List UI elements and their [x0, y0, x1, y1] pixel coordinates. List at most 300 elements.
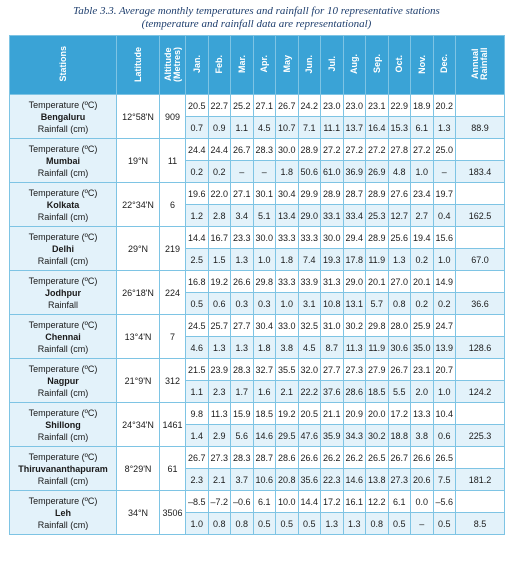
- temperature-label: Temperature (ºC): [28, 231, 98, 242]
- annual-empty: [456, 359, 505, 381]
- rainfall-value: 1.2: [186, 205, 209, 227]
- latitude-cell: 34°N: [117, 491, 160, 535]
- header-month: Aug.: [343, 36, 366, 95]
- rainfall-value: 13.1: [343, 293, 366, 315]
- temperature-value: 24.5: [186, 315, 209, 337]
- header-stations: Stations: [10, 36, 117, 95]
- temperature-value: 33.3: [276, 227, 299, 249]
- caption-note: (temperature and rainfall data are representational): [141, 18, 372, 30]
- rainfall-value: 37.6: [321, 381, 344, 403]
- temperature-value: 28.6: [276, 447, 299, 469]
- rainfall-value: 2.5: [186, 249, 209, 271]
- temperature-value: 19.2: [208, 271, 231, 293]
- rainfall-value: 0.5: [298, 513, 321, 535]
- altitude-cell: 7: [160, 315, 186, 359]
- climate-table: [9, 35, 505, 535]
- header-month: Jan.: [186, 36, 209, 95]
- rainfall-label: Rainfall (cm): [37, 387, 89, 398]
- latitude-cell: 29°N: [117, 227, 160, 271]
- annual-empty: [456, 491, 505, 513]
- temperature-value: –0.6: [231, 491, 254, 513]
- rainfall-value: –: [411, 513, 434, 535]
- rainfall-value: 2.8: [208, 205, 231, 227]
- rainfall-value: 0.2: [208, 161, 231, 183]
- rainfall-value: 30.2: [366, 425, 389, 447]
- temperature-label: Temperature (ºC): [28, 451, 98, 462]
- station-temperature-row: [10, 271, 505, 293]
- rainfall-value: 0.5: [276, 513, 299, 535]
- rainfall-value: 3.4: [231, 205, 254, 227]
- rainfall-value: 5.1: [253, 205, 276, 227]
- station-name: Bengaluru: [40, 111, 86, 122]
- station-name: Delhi: [51, 243, 74, 254]
- rainfall-value: 2.3: [208, 381, 231, 403]
- temperature-value: 14.4: [186, 227, 209, 249]
- rainfall-value: 1.4: [186, 425, 209, 447]
- header-month: Apr.: [253, 36, 276, 95]
- temperature-value: 28.9: [366, 183, 389, 205]
- temperature-value: 0.0: [411, 491, 434, 513]
- rainfall-value: 16.4: [366, 117, 389, 139]
- rainfall-value: 3.8: [411, 425, 434, 447]
- temperature-value: 26.7: [186, 447, 209, 469]
- header-month: Nov.: [411, 36, 434, 95]
- temperature-value: 28.0: [388, 315, 411, 337]
- temperature-value: 26.7: [388, 359, 411, 381]
- temperature-value: 11.3: [208, 403, 231, 425]
- temperature-value: 20.1: [411, 271, 434, 293]
- temperature-label: Temperature (ºC): [28, 363, 98, 374]
- rainfall-value: 10.6: [253, 469, 276, 491]
- rainfall-value: 11.1: [321, 117, 344, 139]
- rainfall-value: 1.3: [231, 249, 254, 271]
- temperature-value: 30.2: [343, 315, 366, 337]
- temperature-value: –5.6: [433, 491, 456, 513]
- rainfall-value: 1.0: [276, 293, 299, 315]
- rainfall-value: 1.0: [253, 249, 276, 271]
- rainfall-value: 34.3: [343, 425, 366, 447]
- temperature-value: 23.0: [321, 95, 344, 117]
- rainfall-value: 1.3: [388, 249, 411, 271]
- latitude-cell: 22°34'N: [117, 183, 160, 227]
- station-cell: [10, 227, 117, 271]
- temperature-value: –8.5: [186, 491, 209, 513]
- temperature-label: Temperature (ºC): [28, 319, 98, 330]
- rainfall-label: Rainfall (cm): [37, 123, 89, 134]
- rainfall-value: 33.4: [343, 205, 366, 227]
- rainfall-value: 18.8: [388, 425, 411, 447]
- rainfall-value: 17.8: [343, 249, 366, 271]
- rainfall-value: –: [253, 161, 276, 183]
- rainfall-label: Rainfall (cm): [37, 431, 89, 442]
- station-name: Leh: [54, 507, 71, 518]
- temperature-value: 18.9: [411, 95, 434, 117]
- header-month: Feb.: [208, 36, 231, 95]
- temperature-value: 33.9: [298, 271, 321, 293]
- rainfall-value: 0.4: [433, 205, 456, 227]
- rainfall-value: 0.3: [253, 293, 276, 315]
- temperature-value: 26.5: [366, 447, 389, 469]
- rainfall-value: 0.8: [366, 513, 389, 535]
- temperature-value: 16.7: [208, 227, 231, 249]
- temperature-value: 30.1: [253, 183, 276, 205]
- station-cell: [10, 315, 117, 359]
- temperature-value: 24.7: [433, 315, 456, 337]
- temperature-value: 23.4: [411, 183, 434, 205]
- rainfall-value: 12.7: [388, 205, 411, 227]
- annual-rainfall-value: 162.5: [456, 205, 505, 227]
- temperature-value: 27.3: [208, 447, 231, 469]
- altitude-cell: 6: [160, 183, 186, 227]
- temperature-value: 26.2: [321, 447, 344, 469]
- rainfall-value: 0.7: [186, 117, 209, 139]
- temperature-value: 24.4: [208, 139, 231, 161]
- temperature-value: 25.7: [208, 315, 231, 337]
- rainfall-value: –: [433, 161, 456, 183]
- temperature-value: 27.1: [231, 183, 254, 205]
- temperature-value: 26.6: [411, 447, 434, 469]
- rainfall-value: 1.0: [411, 161, 434, 183]
- rainfall-value: 4.8: [388, 161, 411, 183]
- station-temperature-row: [10, 359, 505, 381]
- rainfall-value: –: [231, 161, 254, 183]
- rainfall-value: 47.6: [298, 425, 321, 447]
- rainfall-value: 18.5: [366, 381, 389, 403]
- rainfall-value: 1.8: [276, 249, 299, 271]
- rainfall-value: 11.9: [366, 337, 389, 359]
- station-cell: [10, 491, 117, 535]
- rainfall-value: 29.5: [276, 425, 299, 447]
- rainfall-value: 1.3: [231, 337, 254, 359]
- rainfall-value: 0.3: [231, 293, 254, 315]
- rainfall-value: 0.6: [433, 425, 456, 447]
- header-month: Jun.: [298, 36, 321, 95]
- temperature-value: 23.1: [411, 359, 434, 381]
- station-temperature-row: [10, 183, 505, 205]
- temperature-value: –7.2: [208, 491, 231, 513]
- rainfall-label: Rainfall (cm): [37, 167, 89, 178]
- temperature-value: 10.4: [433, 403, 456, 425]
- temperature-value: 19.4: [411, 227, 434, 249]
- rainfall-value: 8.7: [321, 337, 344, 359]
- rainfall-value: 10.8: [321, 293, 344, 315]
- annual-rainfall-value: 124.2: [456, 381, 505, 403]
- rainfall-value: 1.0: [186, 513, 209, 535]
- annual-empty: [456, 183, 505, 205]
- rainfall-value: 61.0: [321, 161, 344, 183]
- rainfall-value: 1.1: [231, 117, 254, 139]
- rainfall-value: 2.3: [186, 469, 209, 491]
- station-cell: [10, 359, 117, 403]
- temperature-value: 26.2: [343, 447, 366, 469]
- temperature-value: 33.0: [276, 315, 299, 337]
- temperature-label: Temperature (ºC): [28, 495, 98, 506]
- altitude-cell: 3506: [160, 491, 186, 535]
- rainfall-value: 13.9: [433, 337, 456, 359]
- temperature-value: 26.6: [298, 447, 321, 469]
- temperature-value: 27.6: [388, 183, 411, 205]
- annual-empty: [456, 447, 505, 469]
- station-cell: [10, 139, 117, 183]
- station-name: Thiruvananthapuram: [18, 463, 108, 474]
- temperature-value: 24.4: [186, 139, 209, 161]
- temperature-value: 28.9: [321, 183, 344, 205]
- annual-empty: [456, 403, 505, 425]
- rainfall-label: Rainfall (cm): [37, 519, 89, 530]
- station-temperature-row: [10, 491, 505, 513]
- station-name: Shillong: [45, 419, 81, 430]
- latitude-cell: 19°N: [117, 139, 160, 183]
- temperature-value: 27.3: [343, 359, 366, 381]
- temperature-value: 25.9: [411, 315, 434, 337]
- temperature-value: 28.7: [253, 447, 276, 469]
- header-annual-rainfall: Annual Rainfall: [456, 36, 505, 95]
- temperature-value: 29.0: [343, 271, 366, 293]
- rainfall-value: 2.0: [411, 381, 434, 403]
- rainfall-label: Rainfall (cm): [37, 211, 89, 222]
- temperature-value: 32.5: [298, 315, 321, 337]
- temperature-value: 21.5: [186, 359, 209, 381]
- temperature-value: 28.7: [343, 183, 366, 205]
- rainfall-value: 1.3: [208, 337, 231, 359]
- temperature-value: 30.0: [253, 227, 276, 249]
- caption-title: Table 3.3. Average monthly temperatures and rainfall for 10 representative stations: [73, 5, 440, 17]
- rainfall-value: 0.5: [186, 293, 209, 315]
- rainfall-value: 14.6: [343, 469, 366, 491]
- station-temperature-row: [10, 139, 505, 161]
- altitude-cell: 1461: [160, 403, 186, 447]
- temperature-value: 26.7: [276, 95, 299, 117]
- latitude-cell: 26°18'N: [117, 271, 160, 315]
- rainfall-value: 14.6: [253, 425, 276, 447]
- rainfall-value: 7.4: [298, 249, 321, 271]
- rainfall-value: 0.5: [433, 513, 456, 535]
- station-temperature-row: [10, 315, 505, 337]
- rainfall-value: 1.3: [321, 513, 344, 535]
- temperature-value: 31.0: [321, 315, 344, 337]
- rainfall-value: 30.6: [388, 337, 411, 359]
- station-cell: [10, 271, 117, 315]
- annual-rainfall-value: 67.0: [456, 249, 505, 271]
- temperature-value: 30.0: [276, 139, 299, 161]
- rainfall-value: 0.9: [208, 117, 231, 139]
- temperature-value: 21.1: [321, 403, 344, 425]
- rainfall-value: 3.1: [298, 293, 321, 315]
- rainfall-value: 35.0: [411, 337, 434, 359]
- annual-empty: [456, 227, 505, 249]
- rainfall-value: 20.6: [411, 469, 434, 491]
- annual-rainfall-value: 8.5: [456, 513, 505, 535]
- altitude-cell: 11: [160, 139, 186, 183]
- rainfall-value: 11.3: [343, 337, 366, 359]
- rainfall-value: 13.4: [276, 205, 299, 227]
- rainfall-value: 4.5: [298, 337, 321, 359]
- rainfall-value: 22.2: [298, 381, 321, 403]
- temperature-value: 14.9: [433, 271, 456, 293]
- station-name: Chennai: [45, 331, 81, 342]
- header-latitude: Latitude: [117, 36, 160, 95]
- temperature-value: 27.2: [343, 139, 366, 161]
- temperature-value: 27.2: [321, 139, 344, 161]
- temperature-value: 30.4: [276, 183, 299, 205]
- table-caption: [0, 0, 513, 30]
- rainfall-value: 4.6: [186, 337, 209, 359]
- temperature-value: 20.7: [433, 359, 456, 381]
- temperature-value: 12.2: [366, 491, 389, 513]
- rainfall-value: 4.5: [253, 117, 276, 139]
- station-name: Nagpur: [47, 375, 79, 386]
- temperature-value: 31.3: [321, 271, 344, 293]
- temperature-value: 32.0: [298, 359, 321, 381]
- rainfall-value: 3.7: [231, 469, 254, 491]
- rainfall-value: 26.9: [366, 161, 389, 183]
- rainfall-value: 5.7: [366, 293, 389, 315]
- rainfall-value: 10.7: [276, 117, 299, 139]
- temperature-value: 29.9: [298, 183, 321, 205]
- temperature-value: 23.1: [366, 95, 389, 117]
- annual-rainfall-value: 88.9: [456, 117, 505, 139]
- temperature-value: 6.1: [388, 491, 411, 513]
- rainfall-value: 19.3: [321, 249, 344, 271]
- temperature-value: 6.1: [253, 491, 276, 513]
- annual-empty: [456, 95, 505, 117]
- temperature-value: 27.7: [321, 359, 344, 381]
- temperature-value: 26.5: [433, 447, 456, 469]
- temperature-value: 25.2: [231, 95, 254, 117]
- temperature-value: 27.7: [231, 315, 254, 337]
- temperature-label: Temperature (ºC): [28, 99, 98, 110]
- latitude-cell: 13°4'N: [117, 315, 160, 359]
- annual-rainfall-value: 183.4: [456, 161, 505, 183]
- temperature-value: 23.3: [231, 227, 254, 249]
- header-month: Oct.: [388, 36, 411, 95]
- rainfall-value: 13.7: [343, 117, 366, 139]
- rainfall-value: 1.5: [208, 249, 231, 271]
- rainfall-value: 0.5: [253, 513, 276, 535]
- station-temperature-row: [10, 447, 505, 469]
- temperature-value: 33.3: [298, 227, 321, 249]
- temperature-value: 29.4: [343, 227, 366, 249]
- rainfall-value: 2.7: [411, 205, 434, 227]
- temperature-value: 28.3: [231, 447, 254, 469]
- temperature-value: 10.0: [276, 491, 299, 513]
- station-name: Kolkata: [46, 199, 80, 210]
- header-month: Jul.: [321, 36, 344, 95]
- temperature-value: 26.6: [231, 271, 254, 293]
- temperature-value: 28.3: [231, 359, 254, 381]
- rainfall-label: Rainfall (cm): [37, 475, 89, 486]
- latitude-cell: 21°9'N: [117, 359, 160, 403]
- temperature-label: Temperature (ºC): [28, 275, 98, 286]
- annual-empty: [456, 315, 505, 337]
- rainfall-value: 0.8: [231, 513, 254, 535]
- temperature-value: 28.3: [253, 139, 276, 161]
- rainfall-label: Rainfall (cm): [37, 343, 89, 354]
- temperature-value: 23.0: [343, 95, 366, 117]
- temperature-value: 15.6: [433, 227, 456, 249]
- temperature-value: 28.9: [366, 227, 389, 249]
- rainfall-value: 35.9: [321, 425, 344, 447]
- temperature-value: 35.5: [276, 359, 299, 381]
- temperature-value: 27.2: [366, 139, 389, 161]
- rainfall-value: 1.0: [433, 249, 456, 271]
- header-row: [10, 36, 505, 95]
- temperature-value: 20.1: [366, 271, 389, 293]
- temperature-value: 26.7: [231, 139, 254, 161]
- temperature-value: 20.9: [343, 403, 366, 425]
- annual-rainfall-value: 128.6: [456, 337, 505, 359]
- altitude-cell: 312: [160, 359, 186, 403]
- temperature-value: 16.8: [186, 271, 209, 293]
- temperature-value: 15.9: [231, 403, 254, 425]
- temperature-value: 17.2: [388, 403, 411, 425]
- rainfall-value: 1.1: [186, 381, 209, 403]
- rainfall-value: 5.5: [388, 381, 411, 403]
- rainfall-value: 2.9: [208, 425, 231, 447]
- temperature-value: 27.9: [366, 359, 389, 381]
- station-temperature-row: [10, 403, 505, 425]
- rainfall-value: 3.8: [276, 337, 299, 359]
- temperature-value: 9.8: [186, 403, 209, 425]
- rainfall-value: 1.8: [276, 161, 299, 183]
- header-altitude: Altitude (Metres): [160, 36, 186, 95]
- temperature-value: 19.2: [276, 403, 299, 425]
- annual-empty: [456, 271, 505, 293]
- rainfall-value: 20.8: [276, 469, 299, 491]
- altitude-cell: 224: [160, 271, 186, 315]
- altitude-cell: 219: [160, 227, 186, 271]
- rainfall-value: 0.2: [411, 293, 434, 315]
- temperature-value: 22.0: [208, 183, 231, 205]
- rainfall-value: 2.1: [276, 381, 299, 403]
- rainfall-value: 0.6: [208, 293, 231, 315]
- latitude-cell: 12°58'N: [117, 95, 160, 139]
- temperature-value: 16.1: [343, 491, 366, 513]
- rainfall-value: 29.0: [298, 205, 321, 227]
- temperature-value: 27.1: [253, 95, 276, 117]
- temperature-value: 22.7: [208, 95, 231, 117]
- rainfall-value: 0.5: [388, 513, 411, 535]
- altitude-cell: 909: [160, 95, 186, 139]
- temperature-value: 28.9: [298, 139, 321, 161]
- temperature-value: 27.2: [411, 139, 434, 161]
- station-temperature-row: [10, 95, 505, 117]
- station-cell: [10, 95, 117, 139]
- temperature-value: 25.6: [388, 227, 411, 249]
- temperature-value: 14.4: [298, 491, 321, 513]
- temperature-value: 29.8: [253, 271, 276, 293]
- temperature-label: Temperature (ºC): [28, 187, 98, 198]
- annual-empty: [456, 139, 505, 161]
- rainfall-value: 2.1: [208, 469, 231, 491]
- station-temperature-row: [10, 227, 505, 249]
- header-month: Sep.: [366, 36, 389, 95]
- temperature-value: 13.3: [411, 403, 434, 425]
- rainfall-value: 0.8: [208, 513, 231, 535]
- rainfall-value: 27.3: [388, 469, 411, 491]
- rainfall-value: 28.6: [343, 381, 366, 403]
- temperature-value: 27.0: [388, 271, 411, 293]
- rainfall-value: 7.1: [298, 117, 321, 139]
- rainfall-value: 13.8: [366, 469, 389, 491]
- altitude-cell: 61: [160, 447, 186, 491]
- rainfall-label: Rainfall: [47, 299, 78, 310]
- rainfall-value: 25.3: [366, 205, 389, 227]
- temperature-value: 33.3: [276, 271, 299, 293]
- temperature-value: 30.4: [253, 315, 276, 337]
- temperature-value: 24.2: [298, 95, 321, 117]
- temperature-value: 29.8: [366, 315, 389, 337]
